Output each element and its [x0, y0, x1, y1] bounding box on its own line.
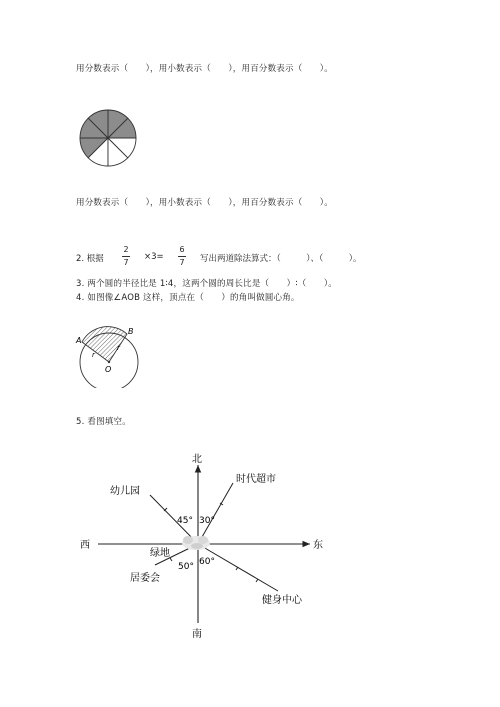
place-se: 健身中心: [262, 595, 302, 606]
q2-prefix: 2. 根据: [76, 254, 104, 264]
q2-frac1-bar: [122, 256, 130, 257]
dir-west: 西: [80, 540, 90, 551]
q2-frac1-num: 2: [123, 245, 129, 254]
q2-frac1-den: 7: [123, 258, 129, 267]
place-center: 绿地: [150, 548, 170, 559]
q4-shaded-sector: [82, 327, 127, 362]
q2-frac2-bar: [178, 256, 186, 257]
q4-center-point: [108, 361, 110, 363]
q4-label-b: B: [128, 327, 134, 336]
place-ne: 时代超市: [236, 474, 276, 485]
q4-label-r1: r: [92, 351, 95, 359]
q5-title: 5. 看图填空。: [76, 417, 131, 427]
angle-sw: 50°: [178, 562, 194, 572]
dir-east: 东: [313, 540, 323, 551]
q5-compass-diagram: [70, 445, 350, 645]
q1-pie-figure: [78, 108, 138, 168]
q4-label-o: O: [105, 365, 112, 374]
center-green-area-icon: [182, 536, 210, 550]
q2-times3: ×3=: [144, 252, 164, 262]
q1-line1: 用分数表示（ ），用小数表示（ ），用百分数表示（ ）。: [76, 64, 333, 74]
q2-line: [76, 244, 436, 270]
dir-south: 南: [192, 629, 202, 640]
q4-label-a: A: [76, 336, 82, 345]
q1-line2: 用分数表示（ ），用小数表示（ ），用百分数表示（ ）。: [76, 198, 333, 208]
q4-label-r2: r: [117, 344, 120, 352]
angle-nw: 45°: [177, 516, 193, 526]
angle-ne: 30°: [199, 516, 215, 526]
dir-north: 北: [192, 454, 202, 465]
place-sw: 居委会: [130, 573, 160, 584]
q2-suffix: 写出两道除法算式：（ ）、（ ）。: [200, 254, 362, 264]
q4-text: 4. 如图像∠AOB 这样，顶点在（ ）的角叫做圆心角。: [76, 293, 300, 303]
ray-ne: [198, 483, 233, 544]
angle-se: 60°: [199, 557, 215, 567]
place-nw: 幼儿园: [110, 486, 140, 497]
q4-circle-figure: [74, 326, 164, 388]
q3-text: 3. 两个圆的半径比是 1∶4，这两个圆的周长比是（ ）∶（ ）。: [76, 279, 338, 289]
q2-frac2-den: 7: [179, 258, 185, 267]
q2-frac2-num: 6: [179, 245, 185, 254]
